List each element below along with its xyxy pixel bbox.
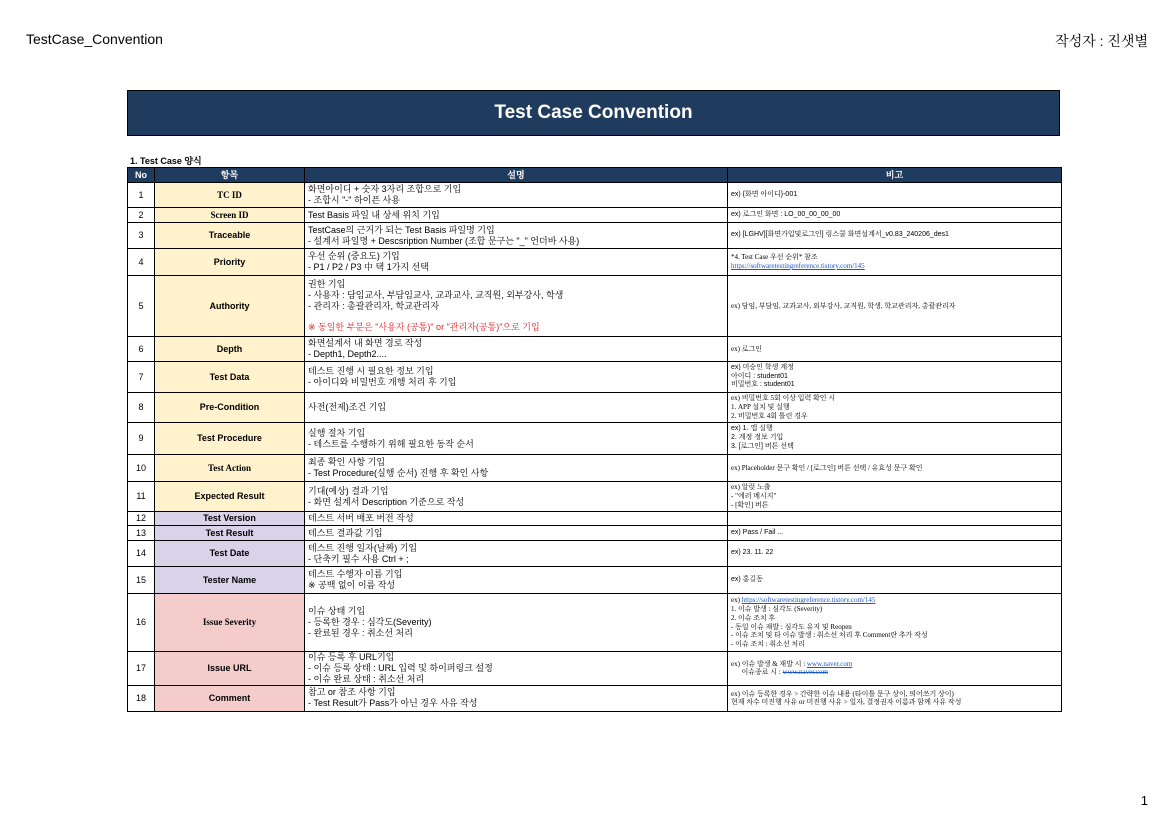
table-row: [128, 183, 1062, 208]
row-number: 7: [128, 362, 155, 393]
note-text: ex) 이슈 발생 & 재발 시 :: [731, 659, 807, 668]
row-item: Tester Name: [155, 567, 305, 594]
row-description: [305, 276, 728, 337]
row-number: 1: [128, 183, 155, 208]
table-row: [128, 393, 1062, 423]
note-text: 이슈종료 시 :: [731, 668, 783, 677]
row-description: 참고 or 참조 사항 기입 - Test Result가 Pass가 아닌 경우 사유 작성: [305, 685, 728, 711]
row-item: Issue URL: [155, 652, 305, 686]
table-row: [128, 223, 1062, 249]
column-header-note: 비고: [728, 168, 1062, 183]
row-item: Priority: [155, 249, 305, 276]
row-note: [728, 512, 1062, 526]
row-description: 테스트 진행 시 필요한 정보 기입 - 아이디와 비밀번호 개행 처리 후 기입: [305, 362, 728, 393]
row-note: ex) 로그인 화면 : LO_00_00_00_00: [728, 208, 1062, 223]
table-row: [128, 567, 1062, 594]
row-number: 4: [128, 249, 155, 276]
table-header-row: [128, 168, 1062, 183]
page-title: Test Case Convention: [127, 90, 1060, 136]
row-note: ex) [LGHV][화면가입및로그인] 링스쿨 화면설계서_v0.83_240206_des1: [728, 223, 1062, 249]
row-description: 테스트 서버 배포 버전 작성: [305, 512, 728, 526]
row-number: 10: [128, 455, 155, 482]
row-item: Pre-Condition: [155, 393, 305, 423]
note-prefix: ex): [731, 596, 742, 605]
table-row: [128, 482, 1062, 512]
row-number: 6: [128, 337, 155, 362]
row-note: ex) 비밀번호 5회 이상 입력 확인 시 1. APP 설치 및 실행 2. 비밀번호 4회 틀린 경우: [728, 393, 1062, 423]
table-row: [128, 249, 1062, 276]
row-item: Expected Result: [155, 482, 305, 512]
table-row: [128, 526, 1062, 541]
row-item: Traceable: [155, 223, 305, 249]
table-row: [128, 337, 1062, 362]
row-note: [728, 594, 1062, 652]
table-row: [128, 455, 1062, 482]
row-item: Test Date: [155, 541, 305, 567]
row-item: Test Action: [155, 455, 305, 482]
section-title: 1. Test Case 양식: [130, 156, 202, 166]
row-note: ex) 담임, 부담임, 교과교사, 외부강사, 교직원, 학생, 학교관리자, 총괄관리자: [728, 276, 1062, 337]
row-description: 최종 확인 사항 기입 - Test Procedure(실행 순서) 진행 후 확인 사항: [305, 455, 728, 482]
table-row: [128, 276, 1062, 337]
row-number: 15: [128, 567, 155, 594]
author-label: 작성자 : 진샛별: [1055, 33, 1148, 49]
row-item: Test Procedure: [155, 423, 305, 455]
row-number: 14: [128, 541, 155, 567]
row-note: ex) {화면 아이디}-001: [728, 183, 1062, 208]
row-note: ex) 1. 앱 실행 2. 계정 정보 기입 3. [로그인] 버튼 선택: [728, 423, 1062, 455]
row-description: 이슈 상태 기입 - 등록한 경우 : 심각도(Severity) - 완료된 경우 : 취소선 처리: [305, 594, 728, 652]
row-item: Test Result: [155, 526, 305, 541]
table-row: [128, 362, 1062, 393]
table-row: [128, 685, 1062, 711]
row-description: 이슈 등록 후 URL기입 - 이슈 등록 상태 : URL 입력 및 하이퍼링크 설정 - 이슈 완료 상태 : 취소선 처리: [305, 652, 728, 686]
row-note: [728, 249, 1062, 276]
row-item: Test Data: [155, 362, 305, 393]
reference-link[interactable]: https://softwaretestingreference.tistory.com/145: [731, 262, 865, 270]
document-name: TestCase_Convention: [26, 31, 163, 47]
column-header-desc: 설명: [305, 168, 728, 183]
row-number: 16: [128, 594, 155, 652]
row-number: 3: [128, 223, 155, 249]
row-description: 화면아이디 + 숫자 3자리 조합으로 기입 - 조합시 "-" 하이픈 사용: [305, 183, 728, 208]
description-warning: ※ 동일한 부분은 "사용자 (공통)" or "관리자(공통)"으로 기입: [308, 322, 540, 333]
row-description: 화면설계서 내 화면 경로 작성 - Depth1, Depth2....: [305, 337, 728, 362]
row-number: 17: [128, 652, 155, 686]
row-description: Test Basis 파일 내 상세 위치 기입: [305, 208, 728, 223]
row-note: [728, 652, 1062, 686]
row-number: 12: [128, 512, 155, 526]
row-item: Authority: [155, 276, 305, 337]
table-row: [128, 423, 1062, 455]
row-item: Test Version: [155, 512, 305, 526]
row-description: 우선 순위 (중요도) 기입 - P1 / P2 / P3 中 택 1가지 선택: [305, 249, 728, 276]
row-description: 테스트 결과값 기입: [305, 526, 728, 541]
table-row: [128, 652, 1062, 686]
description-text: 권한 기입 - 사용자 : 담임교사, 부담임교사, 교과교사, 교직원, 외부강사, 학생 - 관리자 : 총괄관리자, 학교관리자: [308, 278, 564, 311]
row-description: TestCase의 근거가 되는 Test Basis 파일명 기입 - 설계서 파일명 + Descsription Number (조합 문구는 "_" 언더바 사용): [305, 223, 728, 249]
row-description: 사전(전제)조건 기입: [305, 393, 728, 423]
note-text: *4. Test Case 우선 순위* 참조: [731, 253, 818, 262]
row-note: ex) 이슈 등록한 경우 > 간략한 이슈 내용 (타이틀 문구 상이, 띄어쓰기 상이) 현재 차수 미진행 사유 or 미진행 사유 > 일자, 결정권자 이름과 함께 사유 작성: [728, 685, 1062, 711]
row-number: 8: [128, 393, 155, 423]
row-note: ex) Pass / Fail ...: [728, 526, 1062, 541]
table-row: [128, 541, 1062, 567]
row-item: Issue Severity: [155, 594, 305, 652]
row-note: ex) 홍길동: [728, 567, 1062, 594]
row-number: 11: [128, 482, 155, 512]
closed-issue-link[interactable]: www.naver.com: [782, 668, 828, 677]
column-header-no: No: [128, 168, 155, 183]
row-number: 18: [128, 685, 155, 711]
row-note: ex) 알럿 노출 - "에러 메시지" - [확인] 버튼: [728, 482, 1062, 512]
row-note: ex) Placeholder 문구 확인 / [로그인] 버튼 선택 / 유효성 문구 확인: [728, 455, 1062, 482]
row-note: ex) 23. 11. 22: [728, 541, 1062, 567]
reference-link[interactable]: https://softwaretestingreference.tistory.com/145: [741, 596, 876, 605]
issue-link[interactable]: www.naver.com: [806, 659, 853, 668]
row-number: 9: [128, 423, 155, 455]
note-text: 1. 이슈 발생 : 심각도 (Severity) 2. 이슈 조치 후 - 동일 이슈 재발 : 심각도 유지 및 Reopen - 이슈 조치 및 타 이슈 발생 : 취소선 처리 후 Comment란 추가 작성 - 이슈 조치 : 취소선 처리: [731, 605, 928, 648]
column-header-item: 항목: [155, 168, 305, 183]
row-number: 2: [128, 208, 155, 223]
row-note: ex) 로그인: [728, 337, 1062, 362]
page-number: 1: [1140, 793, 1148, 808]
table-row: [128, 594, 1062, 652]
row-description: 기대(예상) 결과 기입 - 화면 설계서 Description 기준으로 작성: [305, 482, 728, 512]
row-item: Screen ID: [155, 208, 305, 223]
row-item: TC ID: [155, 183, 305, 208]
row-number: 5: [128, 276, 155, 337]
convention-table: [127, 167, 1062, 712]
row-item: Depth: [155, 337, 305, 362]
table-row: [128, 512, 1062, 526]
row-item: Comment: [155, 685, 305, 711]
row-note: ex) 미승인 학생 계정 아이디 : student01 비밀번호 : student01: [728, 362, 1062, 393]
row-description: 실행 절차 기입 - 테스트를 수행하기 위해 필요한 동작 순서: [305, 423, 728, 455]
table-row: [128, 208, 1062, 223]
row-description: 테스트 수행자 이름 기입 ※ 공백 없이 이름 작성: [305, 567, 728, 594]
row-description: 테스트 진행 일자(날짜) 기입 - 단축키 필수 사용 Ctrl + ;: [305, 541, 728, 567]
row-number: 13: [128, 526, 155, 541]
